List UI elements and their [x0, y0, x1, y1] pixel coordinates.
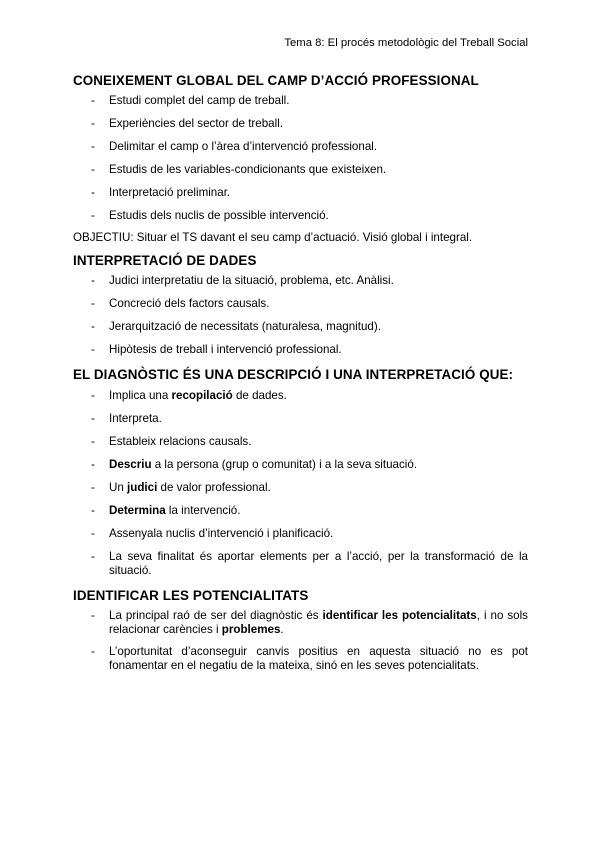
list-item-text: Judici interpretatiu de la situació, problema, etc. Anàlisi. [109, 274, 394, 287]
dash-bullet: - [91, 481, 95, 494]
list-item [73, 435, 528, 449]
dash-bullet: - [91, 504, 95, 517]
dash-bullet: - [91, 209, 95, 222]
dash-bullet: - [91, 458, 95, 471]
running-header: Tema 8: El procés metodològic del Treball Social [284, 37, 528, 49]
list-item-text: Delimitar el camp o l’àrea d’intervenció professional. [109, 140, 378, 153]
dash-bullet: - [91, 274, 95, 287]
section-title-potentials: IDENTIFICAR LES POTENCIALITATS [73, 588, 309, 603]
list-item-text: de dades. [232, 389, 287, 402]
dash-bullet: - [91, 527, 95, 540]
bold-term: Descriu [109, 458, 152, 471]
section-title-data-interpretation: INTERPRETACIÓ DE DADES [73, 253, 257, 268]
list-item-text: Estudis de les variables-condicionants que existeixen. [109, 163, 387, 176]
dash-bullet: - [91, 186, 95, 199]
list-item [73, 458, 528, 472]
list-item-text: Implica una [109, 389, 172, 402]
document-body [73, 70, 528, 673]
list-item [73, 481, 528, 495]
list-item-text: Interpreta. [109, 412, 162, 425]
list-item [73, 94, 528, 108]
list-item [73, 645, 528, 673]
dash-bullet: - [91, 297, 95, 310]
list-item-text: L’oportunitat d’aconseguir canvis positius en aquesta situació no es pot fonamentar en el negatiu de la mateixa, sinó en les seves potencialitats. [109, 645, 528, 672]
list-item-text: Estudis dels nuclis de possible intervenció. [109, 209, 329, 222]
list-item-text: Hipòtesis de treball i intervenció professional. [109, 343, 342, 356]
dash-bullet: - [91, 163, 95, 176]
list-item [73, 527, 528, 541]
data-interpretation-list [73, 274, 528, 357]
list-item-text: Concreció dels factors causals. [109, 297, 270, 310]
list-item-text: La principal raó de ser del diagnòstic és [109, 609, 323, 622]
list-item [73, 209, 528, 223]
dash-bullet: - [91, 117, 95, 130]
dash-bullet: - [91, 140, 95, 153]
bold-term: judici [127, 481, 158, 494]
list-item [73, 389, 528, 403]
list-item-text: Jerarquització de necessitats (naturalesa, magnitud). [109, 320, 381, 333]
list-item [73, 550, 528, 578]
dash-bullet: - [91, 435, 95, 448]
list-item [73, 343, 528, 357]
list-item-text: La seva finalitat és aportar elements per a l’acció, per la transformació de la situació. [109, 550, 528, 577]
list-item-text: , i no sols relacionar carències i [109, 609, 528, 636]
list-item [73, 504, 528, 518]
list-item-text: Interpretació preliminar. [109, 186, 231, 199]
list-item [73, 140, 528, 154]
objective-line: OBJECTIU: Situar el TS davant el seu camp d’actuació. Visió global i integral. [73, 231, 473, 244]
bold-term: problemes [221, 623, 281, 636]
bold-term: identificar les potencialitats [322, 609, 477, 622]
dash-bullet: - [91, 343, 95, 356]
bold-term: Determina [109, 504, 166, 517]
dash-bullet: - [91, 389, 95, 402]
list-item [73, 117, 528, 131]
dash-bullet: - [91, 94, 95, 107]
global-knowledge-list [73, 94, 528, 223]
bold-term: recopilació [171, 389, 233, 402]
dash-bullet: - [91, 550, 95, 563]
list-item-text: la intervenció. [165, 504, 241, 517]
list-item [73, 274, 528, 288]
list-item [73, 297, 528, 311]
section-title-global-knowledge: CONEIXEMENT GLOBAL DEL CAMP D’ACCIÓ PROFESSIONAL [73, 73, 479, 88]
dash-bullet: - [91, 320, 95, 333]
diagnosis-list [73, 389, 528, 578]
section-title-diagnosis: EL DIAGNÒSTIC ÉS UNA DESCRIPCIÓ I UNA INTERPRETACIÓ QUE: [73, 367, 514, 382]
dash-bullet: - [91, 412, 95, 425]
potentials-list [73, 609, 528, 673]
dash-bullet: - [91, 609, 95, 622]
list-item [73, 609, 528, 637]
list-item-text: Experiències del sector de treball. [109, 117, 283, 130]
dash-bullet: - [91, 645, 95, 658]
list-item [73, 186, 528, 200]
list-item-text: . [280, 623, 284, 636]
list-item-text: Estudi complet del camp de treball. [109, 94, 290, 107]
list-item-text: a la persona (grup o comunitat) i a la seva situació. [151, 458, 418, 471]
list-item-text: Assenyala nuclis d’intervenció i planificació. [109, 527, 334, 540]
list-item [73, 320, 528, 334]
list-item [73, 412, 528, 426]
list-item [73, 163, 528, 177]
list-item-text: de valor professional. [157, 481, 271, 494]
list-item-text: Estableix relacions causals. [109, 435, 252, 448]
list-item-text: Un [109, 481, 128, 494]
